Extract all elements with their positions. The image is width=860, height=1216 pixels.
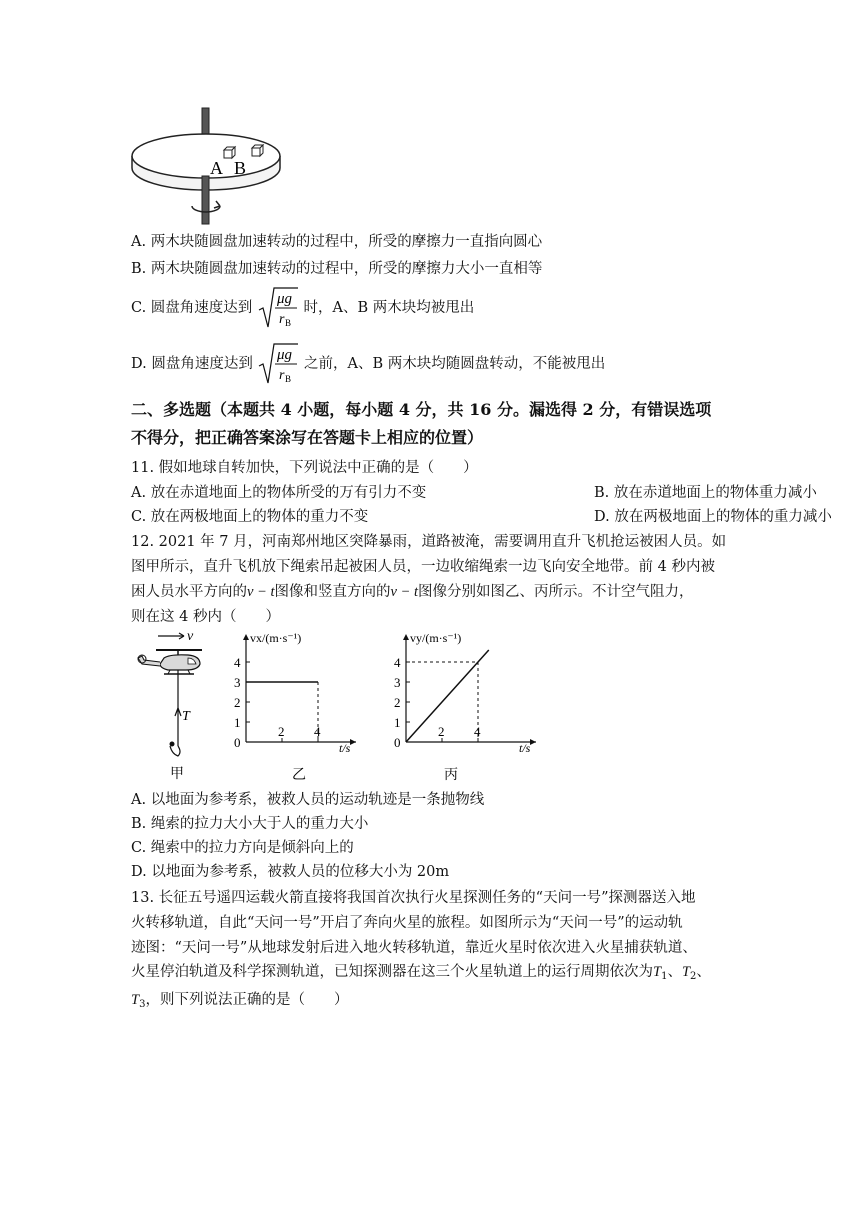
q13-line4: 火星停泊轨道及科学探测轨道，已知探测器在这三个火星轨道上的运行周期依次为$T_1$、$T_2$、 (131, 964, 711, 982)
chart-yi-ylabel: vx/(m·s⁻¹) (250, 631, 302, 645)
y-tick-label: 3 (234, 675, 241, 690)
x-tick-label: 4 (314, 724, 321, 739)
q13-line3: 迹图：“天问一号”从地球发射后进入地火转移轨道，靠近火星时依次进入火星捕获轨道、 (131, 940, 697, 956)
q10-option-b: B. 两木块随圆盘加速转动的过程中，所受的摩擦力大小一直相等 (131, 261, 543, 277)
y-tick-label: 2 (394, 695, 401, 710)
svg-text:T: T (182, 709, 190, 724)
svg-text:B: B (285, 374, 292, 384)
q10-option-a: A. 两木块随圆盘加速转动的过程中，所受的摩擦力一直指向圆心 (131, 234, 543, 250)
q13-line5: $T_3$，则下列说法正确的是（ ） (131, 992, 349, 1010)
y-tick-label: 3 (394, 675, 401, 690)
vx-t-chart (226, 628, 376, 784)
q11-row2: C. 放在两极地面上的物体的重力不变 D. 放在两极地面上的物体的重力减小 (131, 509, 832, 525)
q10-option-c: C. 圆盘角速度达到 μg r B 时，A、B 两木块均被甩出 (131, 286, 474, 330)
q13-line1: 13. 长征五号遥四运载火箭直接将我国首次执行火星探测任务的“天问一号”探测器送入地 (131, 890, 696, 906)
svg-text:r: r (278, 312, 285, 327)
section-heading-line2: 不得分，把正确答案涂写在答题卡上相应的位置） (131, 428, 484, 447)
q13-line2: 火转移轨道，自此“天问一号”开启了奔向火星的旅程。如图所示为“天问一号”的运动轨 (131, 915, 683, 931)
q12-stem-line3: 困人员水平方向的v − t图像和竖直方向的v − t图像分别如图乙、丙所示。不计空气阻力， (131, 584, 694, 600)
y-axis-arrow (403, 634, 409, 640)
q12-stem-line1: 12. 2021 年 7 月，河南郑州地区突降暴雨，道路被淹，需要调用直升飞机抢运被困人员。如 (131, 534, 727, 550)
x-axis-arrow (350, 739, 356, 745)
q12-stem-line4: 则在这 4 秒内（ ） (131, 609, 280, 625)
helicopter-figure (134, 628, 214, 784)
sqrt-formula (257, 342, 299, 386)
chart-bing-ylabel: vy/(m·s⁻¹) (410, 631, 462, 645)
svg-text:μg: μg (277, 347, 293, 363)
x-tick-label: 2 (438, 724, 445, 739)
svg-text:μg: μg (276, 291, 292, 307)
y-tick-label: 2 (234, 695, 241, 710)
q12-option-d: D. 以地面为参考系，被救人员的位移大小为 20m (131, 864, 450, 880)
svg-text:B: B (284, 318, 291, 328)
sqrt-formula (257, 286, 299, 330)
q12-stem-line2: 图甲所示，直升飞机放下绳索吊起被困人员，一边收缩绳索一边飞向安全地带。前 4 秒内被 (131, 559, 715, 575)
q12-option-a: A. 以地面为参考系，被救人员的运动轨迹是一条抛物线 (131, 792, 485, 808)
y-tick-label: 4 (234, 655, 241, 670)
q10-option-d: D. 圆盘角速度达到 μg r B 之前，A、B 两木块均随圆盘转动，不能被甩出 (131, 342, 605, 386)
y-tick-label: 0 (234, 735, 241, 750)
y-tick-label: 4 (394, 655, 401, 670)
svg-text:r: r (279, 368, 285, 383)
svg-text:v: v (187, 629, 194, 644)
chart-bing-xlabel: t/s (519, 741, 531, 755)
chart-yi-xlabel: t/s (339, 741, 351, 755)
x-axis-arrow (530, 739, 536, 745)
vy-t-chart (386, 628, 536, 784)
x-tick-label: 4 (474, 724, 481, 739)
label-b: B (234, 158, 247, 178)
y-tick-label: 1 (394, 715, 401, 730)
label-a: A (210, 158, 223, 178)
caption-jia: 甲 (170, 767, 184, 782)
q12-option-b: B. 绳索的拉力大小大于人的重力大小 (131, 816, 369, 832)
rotating-disk-figure (128, 104, 288, 230)
q11-row1: A. 放在赤道地面上的物体所受的万有引力不变 B. 放在赤道地面上的物体重力减小 (131, 485, 817, 501)
y-tick-label: 0 (394, 735, 401, 750)
caption-yi: 乙 (292, 768, 306, 783)
y-tick-label: 1 (234, 715, 241, 730)
y-axis-arrow (243, 634, 249, 640)
section-heading-line1: 二、多选题（本题共 4 小题，每小题 4 分，共 16 分。漏选得 2 分，有错误选项 (131, 400, 712, 419)
q12-option-c: C. 绳索中的拉力方向是倾斜向上的 (131, 840, 354, 856)
q11-stem: 11. 假如地球自转加快，下列说法中正确的是（ ） (131, 460, 478, 476)
x-tick-label: 2 (278, 724, 285, 739)
caption-bing: 丙 (444, 768, 458, 783)
